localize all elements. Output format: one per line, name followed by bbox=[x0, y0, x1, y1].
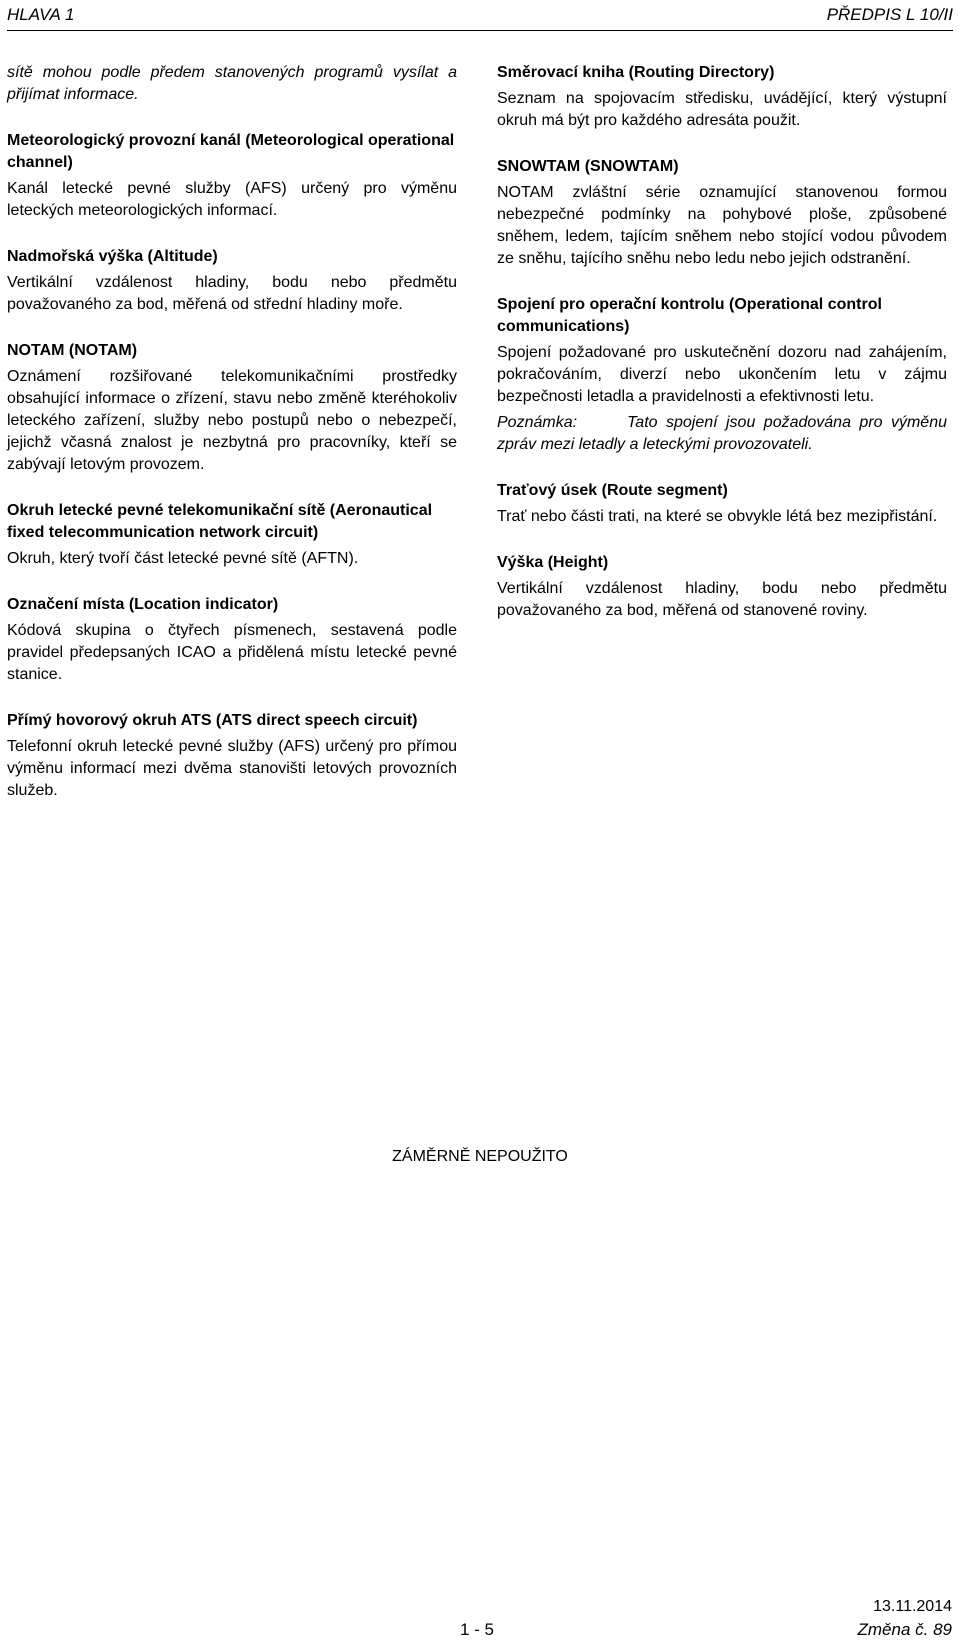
definition-term: Meteorologický provozní kanál (Meteorological operational channel) bbox=[7, 132, 455, 171]
page-header bbox=[7, 0, 953, 31]
definition-text: Spojení požadované pro uskutečnění dozoru nad zahájením, pokračováním, diverzí nebo ukončením letu v zájmu bezpečnosti letadla a pravidelnosti a efektivnosti letu. bbox=[497, 344, 947, 405]
definition-text: Trať nebo části trati, na které se obvykle létá bez mezipřistání. bbox=[497, 508, 938, 525]
intro-fragment bbox=[7, 62, 457, 106]
definition-entry bbox=[497, 62, 947, 132]
definition-term: Označení místa (Location indicator) bbox=[7, 596, 279, 613]
definition-entry bbox=[7, 246, 457, 316]
definition-note bbox=[497, 412, 947, 456]
footer-date: 13.11.2014 bbox=[873, 1598, 952, 1615]
definition-text: Kódová skupina o čtyřech písmenech, sestavená podle pravidel předepsaných ICAO a přidělená místu letecké pevné stanice. bbox=[7, 622, 457, 683]
intro-text: sítě mohou podle předem stanovených programů vysílat a přijímat informace. bbox=[7, 64, 457, 103]
definition-text: Okruh, který tvoří část letecké pevné sítě (AFTN). bbox=[7, 550, 359, 567]
definition-term: Spojení pro operační kontrolu (Operational control communications) bbox=[497, 296, 882, 335]
definition-text: Vertikální vzdálenost hladiny, bodu nebo předmětu považovaného za bod, měřená od střední hladiny moře. bbox=[7, 274, 457, 313]
right-column bbox=[497, 62, 947, 646]
note-label: Poznámka: bbox=[497, 414, 578, 431]
header-chapter: HLAVA 1 bbox=[7, 5, 75, 24]
definition-entry bbox=[7, 130, 457, 222]
definition-entry bbox=[497, 480, 947, 528]
definition-entry bbox=[497, 294, 947, 456]
footer-page-number: 1 - 5 bbox=[460, 1620, 495, 1639]
intentionally-unused-notice: ZÁMĚRNĚ NEPOUŽITO bbox=[392, 1148, 568, 1165]
definition-entry bbox=[7, 340, 457, 476]
definition-text: Vertikální vzdálenost hladiny, bodu nebo předmětu považovaného za bod, měřená od stanovené roviny. bbox=[497, 580, 947, 619]
definition-text: Telefonní okruh letecké pevné služby (AFS) určený pro přímou výměnu informací mezi dvěma stanovišti letových provozních služeb. bbox=[7, 738, 457, 799]
definition-text: Kanál letecké pevné služby (AFS) určený pro výměnu leteckých meteorologických informací. bbox=[7, 180, 457, 219]
definition-text: Oznámení rozšiřované telekomunikačními prostředky obsahující informace o zřízení, stavu nebo změně kteréhokoliv leteckého zařízení, služby nebo postupů nebo o nebezpečí, jejichž včasná znalost je nezbytná pro pracovníky, kteří se zabývají letovým provozem. bbox=[7, 368, 457, 473]
definition-term: SNOWTAM (SNOWTAM) bbox=[497, 158, 679, 175]
definition-text: NOTAM zvláštní série oznamující stanovenou formou nebezpečné podmínky na pohybové ploše, způsobené sněhem, ledem, tajícím sněhem nebo stojící vodou původem ze sněhu, tajícího sněhu nebo ledu nebo jejich odstranění. bbox=[497, 184, 947, 267]
definition-term: Nadmořská výška (Altitude) bbox=[7, 248, 218, 265]
definition-term: Okruh letecké pevné telekomunikační sítě (Aeronautical fixed telecommunication network circuit) bbox=[7, 502, 433, 541]
definition-entry bbox=[7, 500, 457, 570]
definition-term: Traťový úsek (Route segment) bbox=[497, 482, 728, 499]
definition-term: NOTAM (NOTAM) bbox=[7, 342, 138, 359]
definition-entry bbox=[497, 552, 947, 622]
definition-term: Směrovací kniha (Routing Directory) bbox=[497, 64, 775, 81]
note-text: Tato spojení jsou požadována pro výměnu zpráv mezi letadly a leteckými provozovateli. bbox=[497, 414, 947, 453]
definition-term: Přímý hovorový okruh ATS (ATS direct speech circuit) bbox=[7, 712, 418, 729]
definition-text: Seznam na spojovacím středisku, uvádějící, který výstupní okruh má být pro každého adresáta použit. bbox=[497, 90, 947, 129]
header-regulation: PŘEDPIS L 10/II bbox=[826, 5, 953, 24]
left-column bbox=[7, 62, 457, 826]
definition-term: Výška (Height) bbox=[497, 554, 609, 571]
definition-entry bbox=[7, 594, 457, 686]
definition-entry bbox=[7, 710, 457, 802]
footer-amendment: Změna č. 89 bbox=[857, 1620, 952, 1639]
definition-entry bbox=[497, 156, 947, 270]
